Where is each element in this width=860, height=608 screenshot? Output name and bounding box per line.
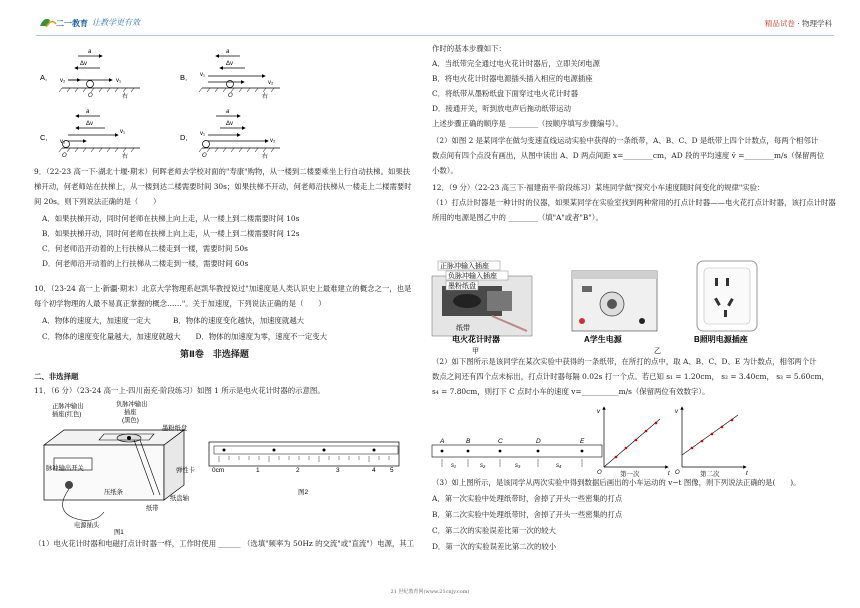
option-a-a: a xyxy=(88,49,92,55)
right-line-6: 上述步骤正确的顺序是 ________（按顺序填写步骤编号）。 xyxy=(432,119,623,128)
ruler-tick-1: 1 xyxy=(256,467,260,474)
option-b-v2: v₂ xyxy=(268,80,274,86)
right-line-4: C．将纸带从墨粉纸盘下面穿过电火花计时器 xyxy=(432,89,579,98)
tape-s4: s₄ xyxy=(556,463,562,469)
vt-graph-2 xyxy=(675,407,748,478)
option-b-right: 右 xyxy=(262,94,269,100)
q9-option-d: D．何老师沿开动着的上行扶梯从二楼走到一楼，需要时间 60s xyxy=(42,259,249,268)
q12-part3 xyxy=(432,478,832,558)
q12-part2 xyxy=(432,357,832,402)
q9-line-3: 间 20s。则下列说法正确的是（ ） xyxy=(34,197,161,206)
label-ink: 墨粉纸盘 xyxy=(162,425,188,432)
q12-part3-stem: （3）如上图所示，是该同学从两次实验中得到数据后画出的小车运动的 v−t 图像，则下列说法正确的是( )。 xyxy=(432,478,801,487)
fig-label-a: A学生电源 xyxy=(584,335,622,344)
ruler-tick-5: 5 xyxy=(390,467,394,474)
graph2-v: v xyxy=(675,409,678,415)
question-11: 11．（6 分）（23-24 高一上·四川南充·阶段练习）如图 1 所示是电火花计时器的示意图。 xyxy=(34,386,325,395)
option-c-v2: v₂ xyxy=(60,139,66,145)
label-pos-out: 正脉冲输出 xyxy=(52,403,84,410)
option-c-o: O xyxy=(62,153,67,159)
q9-option-b: B．如果扶梯开动，同时何老师在扶梯上向上走，从一楼上到二楼需要时间 12s xyxy=(42,229,300,238)
q10-line-1: 10．（23-24 高一上·新疆·期末）北京大学物理系赵凯华教授说过"加速度是人类认识史上最难建立的概念之一，也是 xyxy=(34,284,412,293)
graph2-t: t xyxy=(746,471,748,477)
question-10 xyxy=(34,284,414,348)
vt-graph-1 xyxy=(597,407,670,478)
header-subject xyxy=(765,19,832,28)
q12-part1-line1: （1）打点计时器是一种计时的仪器，如果某同学在实验室找到两种常用的打点计时器——电火花打点计时器，该打点计时器 xyxy=(432,198,836,207)
q9-option-c: C．何老师沿开动着的上行扶梯从二楼走到一楼，需要时间 50s xyxy=(42,244,248,253)
option-a-dv: Δv xyxy=(80,61,88,67)
tape-s1: s₁ xyxy=(451,463,456,469)
option-b-v1: v₁ xyxy=(200,72,206,78)
question-12: 12．（9 分）（22-23 高三下·福建南平·阶段练习）某班同学做"探究小车速度随时间变化的规律"实验： xyxy=(432,183,765,192)
header-divider xyxy=(36,35,834,36)
option-c-a: a xyxy=(86,109,90,115)
part2-title: 第Ⅱ卷 非选择题 xyxy=(180,350,249,360)
tape-and-graphs-figure xyxy=(432,405,832,477)
q12-part2-line3: s₄ = 7.80cm，则打下 C 点时小车的速度 v=__________m/s（保留两位有效数字）。 xyxy=(432,387,710,396)
q12-part3-option-c: C．第二次的实验误差比第一次的较大 xyxy=(432,526,556,535)
ruler xyxy=(209,442,399,474)
q10-line-2: 每个初学物理的人最不易真正掌握的概念……"。关于加速度，下列说法正确的是（ ） xyxy=(34,299,326,308)
spark-timer-figure xyxy=(34,400,414,535)
ruler-tick-3: 3 xyxy=(336,467,340,474)
option-c-v1: v₁ xyxy=(120,129,126,135)
tape-s3: s₃ xyxy=(515,463,521,469)
label-fig2: 图2 xyxy=(298,489,309,496)
right-top-text xyxy=(432,44,836,228)
q10-options-cd: C．物体的速度变化量越大，加速度就越大 D．物体的加速度为零，速度不一定变大 xyxy=(42,332,328,341)
page-footer: 21 世纪教育网(www.21cnjy.com) xyxy=(390,589,470,595)
right-line-2: A．当纸带完全通过电火花计时器后，立即关闭电源 xyxy=(432,59,600,68)
graph1-v: v xyxy=(597,409,600,415)
logo-icon xyxy=(38,14,88,30)
right-line-3: B．将电火花计时器电源插头插入相应的电源插座 xyxy=(432,74,593,83)
logo-text: 二一教育 xyxy=(56,19,88,28)
fig-label-timer: 电火花计时器 xyxy=(452,335,500,344)
label-spring: 弹性卡 xyxy=(176,467,195,474)
q12-part2-line1: （2）如下图所示是该同学在某次实验中获得的一条纸带，在所打的点中，取 A、B、C、D、E 为计数点，相邻两个计 xyxy=(432,357,817,366)
label-neg-out: 负脉冲输出 xyxy=(116,401,148,408)
velocity-option-diagrams xyxy=(40,44,400,164)
label-switch: 脉冲输出开关 xyxy=(46,465,84,472)
option-d-diagram xyxy=(180,109,280,160)
q12-part2-line2: 数点之间还有四个点未标出，打点计时器每隔 0.02s 打一个点。若已知 s₁ = 1.20cm， s₂ = 3.40cm， s₃ = 5.60cm， xyxy=(432,372,829,381)
label-pos-socket: 插座(红色) xyxy=(52,411,82,418)
option-d-a: a xyxy=(226,109,230,115)
graph1-o: O xyxy=(597,470,602,476)
ruler-tick-4: 4 xyxy=(372,467,376,474)
label-neg-color: (黑色) xyxy=(122,417,139,424)
graph2-o: O xyxy=(675,470,680,476)
option-d-o: O xyxy=(202,153,207,159)
fig-label-yi: 乙 xyxy=(654,348,661,355)
q10-options-ab: A．物体的速度大，加速度一定大 B．物体的速度变化越快，加速度就越大 xyxy=(42,316,305,325)
q12-part3-option-d: D．第一次的实验误差比第二次的较小 xyxy=(432,542,557,551)
right-line-9: 小数）。 xyxy=(432,166,458,175)
fig-label-ink: 墨粉纸盘 xyxy=(448,283,476,290)
graph2-title: 第二次 xyxy=(700,471,720,478)
right-line-8: 数点间有四个点没有画出，从图中读出 A、D 两点间距 x=________cm，AD 段的平均速度 v̄ =________m/s（保留两位 xyxy=(432,151,825,160)
tape-label-e: E xyxy=(580,438,585,445)
option-b-diagram xyxy=(180,49,280,100)
apparatus-figure xyxy=(432,256,832,354)
option-a-letter: A． xyxy=(40,73,53,82)
option-c-letter: C． xyxy=(40,133,53,142)
fig-label-tape: 纸带 xyxy=(456,325,470,332)
fig-label-neg: 负脉冲输入插座 xyxy=(448,273,497,280)
option-b-o: O xyxy=(228,93,233,99)
label-fig1: 图1 xyxy=(114,529,124,536)
right-line-5: D．接通开关，听到放电声后拖动纸带运动 xyxy=(432,104,571,113)
badge-right: 物理学科 xyxy=(802,19,832,28)
ruler-tick-2: 2 xyxy=(296,467,300,474)
q9-option-a: A．如果扶梯开动，同时何老师在扶梯上向上走，从一楼上到二楼需要时间 10s xyxy=(42,214,300,223)
option-a-v2: v₂ xyxy=(60,78,66,84)
option-a-o: O xyxy=(88,93,93,99)
fig-label-b: B照明电源插座 xyxy=(694,335,748,344)
graph1-t: t xyxy=(668,471,670,477)
tape-label-a: A xyxy=(440,438,445,445)
tape-label-b: B xyxy=(466,438,471,445)
label-tape: 纸带 xyxy=(146,505,159,512)
option-d-dv: Δv xyxy=(226,121,234,127)
section-2-title: 二、非选择题 xyxy=(34,372,79,381)
ruler-unit: 0cm xyxy=(212,467,225,474)
q11-part-1: （1）电火花计时器和电磁打点计时器一样，工作时使用 ______ （选填"频率为 50Hz 的交流"或"直流"）电源，其工 xyxy=(34,539,415,548)
tape-s2: s₂ xyxy=(480,463,486,469)
question-9 xyxy=(34,167,414,277)
q12-part3-option-b: B．第二次实验中处理纸带时，舍掉了开头一些密集的打点 xyxy=(432,510,623,519)
option-b-letter: B． xyxy=(180,73,193,82)
option-d-letter: D． xyxy=(180,133,193,142)
q12-part1-line2: 所用的电源是图乙中的 ________（填"A"或者"B"）。 xyxy=(432,213,603,222)
label-plug: 电源插头 xyxy=(74,522,100,529)
right-line-7: （2）如图 2 是某同学在做匀变速直线运动实验中获得的一条纸带，A、B、C、D 是纸带上四个计数点，每两个相邻计 xyxy=(432,136,819,145)
graph1-title: 第一次 xyxy=(620,471,640,478)
option-d-right: 右 xyxy=(262,154,269,160)
option-b-dv: Δv xyxy=(226,61,234,67)
tape-label-c: C xyxy=(498,438,503,445)
right-line-1: 作时的基本步骤如下： xyxy=(432,44,506,53)
label-press: 压纸条 xyxy=(104,489,123,496)
q9-line-1: 9．（22-23 高一下·湖北十堰·期末）何晖老师去学校对面的"寿康"购物，从一楼到二楼要乘坐上行自动扶梯。如果扶 xyxy=(34,167,411,176)
label-axis: 纸盘轴 xyxy=(170,495,189,502)
fig-label-pos: 正脉冲输入插座 xyxy=(440,263,489,270)
tape-label-d: D xyxy=(536,438,541,445)
option-a-diagram xyxy=(40,49,140,100)
option-b-a: a xyxy=(226,49,230,55)
option-c-diagram xyxy=(40,109,140,160)
option-c-right: 右 xyxy=(122,154,129,160)
option-d-v2: v₂ xyxy=(270,138,276,144)
label-neg-socket: 插座 xyxy=(124,409,137,416)
badge-left: 精品试卷 xyxy=(764,19,795,28)
fig-label-jia: 甲 xyxy=(472,348,479,355)
option-a-v1: v₁ xyxy=(116,78,122,84)
badge-separator: · xyxy=(797,19,800,28)
header-slogan: 让教学更有效 xyxy=(92,18,140,27)
option-c-dv: Δv xyxy=(86,121,94,127)
q12-part3-option-a: A．第一次实验中处理纸带时，舍掉了开头一些密集的打点 xyxy=(432,494,623,503)
option-a-right: 右 xyxy=(122,94,129,100)
q9-line-2: 梯开动，何老师站在扶梯上，从一楼到达二楼需要时间 30s；如果扶梯不开动，何老师沿扶梯从一楼走上二楼需要时 xyxy=(34,182,412,191)
option-d-v1: v₁ xyxy=(200,131,206,137)
